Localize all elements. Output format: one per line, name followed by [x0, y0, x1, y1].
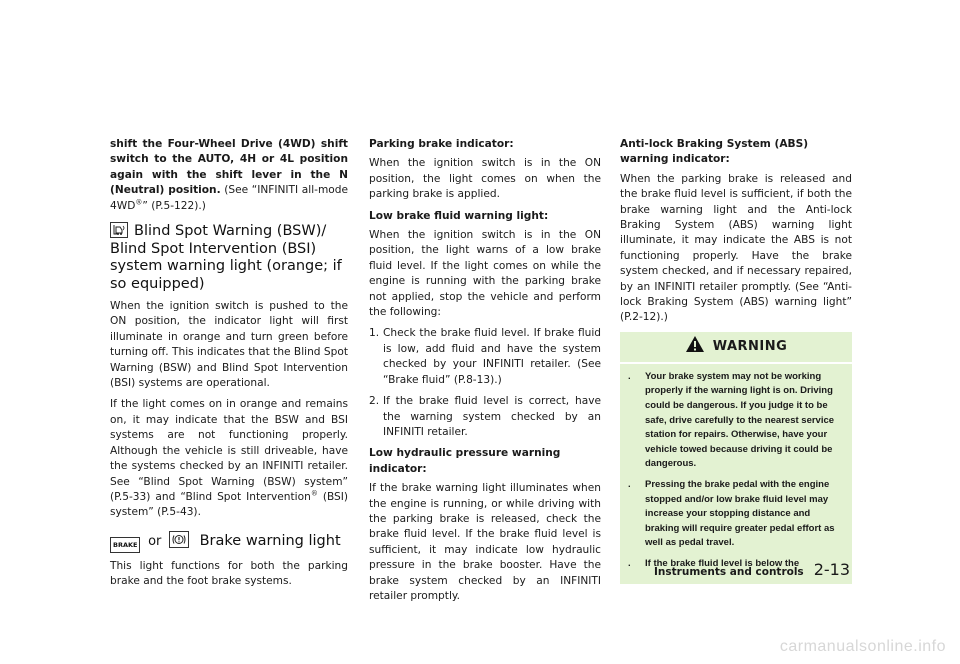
brake-or-text: or	[148, 533, 162, 549]
abs-title: Anti-lock Braking System (ABS) warning indicator:	[620, 138, 809, 166]
warning-triangle-icon	[685, 335, 705, 358]
warning-label: WARNING	[712, 339, 788, 355]
brake-heading-text: Brake warning light	[199, 532, 341, 549]
list-item	[628, 370, 844, 472]
list-item	[369, 394, 601, 440]
steps-list	[369, 326, 601, 440]
step-number: 1.	[369, 327, 380, 340]
page-number: 2-13	[813, 560, 850, 579]
warning-list	[620, 370, 852, 572]
hydraulic-title: Low hydraulic pressure warning indicator:	[369, 447, 561, 475]
hydraulic-paragraph: If the brake warning light illuminates when the engine is running, or while driving with the parking brake is released, check the brake fluid level. If the brake fluid level is sufficient, it may indicate low hydraulic pressure in the brake booster. Have the brake system checked by an INFINITI retailer promptly.	[369, 482, 601, 602]
column-2	[369, 137, 601, 610]
list-item	[369, 326, 601, 388]
warning-header	[620, 332, 852, 364]
registered-mark: ®	[135, 198, 143, 207]
bsw-p2-part-a: If the light comes on in orange and remains on, it may indicate that the BSW and BSI systems are not functioning properly. Although the vehicle is still driveable, have the systems checked by an INFINITI retailer. See “Blind Spot Warning (BSW) system” (P.5-33) and “Blind Spot Intervention	[110, 398, 348, 503]
bsw-p2-part-b: (BSI) system” (P.5-43).	[110, 490, 349, 519]
warning-box	[620, 332, 852, 584]
intro-paragraph	[110, 137, 348, 214]
low-fluid-paragraph: When the ignition switch is in the ON position, the light warns of a low brake fluid level. If the light comes on while the engine is running with the parking brake not applied, stop the vehicle and perform the following:	[369, 229, 601, 319]
low-fluid-title: Low brake fluid warning light:	[369, 209, 549, 222]
brake-circle-icon	[169, 531, 189, 548]
brake-paragraph: This light functions for both the parking brake and the foot brake systems.	[110, 559, 348, 588]
warning-text: If the brake fluid level is below the	[645, 558, 800, 569]
abs-paragraph: When the parking brake is released and the brake fluid level is sufficient, if both the brake warning light and the Anti-lock Braking System (ABS) warning light illuminate, it may indicate the ABS is not functioning properly. Have the brake system checked, and if necessary repaired, by an INFINITI retailer promptly. (See “Anti-lock Braking System (ABS) warning light” (P.2-12).)	[620, 172, 852, 324]
bsw-heading-text: Blind Spot Warning (BSW)/ Blind Spot Intervention (BSI) system warning light (orange; if so equipped)	[110, 223, 342, 292]
brake-text-icon: BRAKE	[110, 537, 140, 553]
intro-bold-text: shift the Four-Wheel Drive (4WD) shift switch to the AUTO, 4H or 4L position again with the shift lever in the N (Neutral) position.	[110, 138, 348, 197]
brake-heading	[110, 531, 348, 553]
step-number: 2.	[369, 395, 380, 408]
step-text: Check the brake fluid level. If brake fluid is low, add fluid and have the system checked by your INFINITI retailer. (See “Brake fluid” (P.8-13).)	[383, 327, 601, 386]
parking-brake-title: Parking brake indicator:	[369, 138, 514, 150]
parking-brake-paragraph: When the ignition switch is in the ON position, the light comes on when the parking brake is applied.	[369, 157, 601, 201]
intro-ref-part-a: (See “INFINITI all-mode 4WD	[110, 184, 349, 212]
column-3	[620, 137, 852, 584]
watermark: carmanualsonline.info	[779, 638, 946, 655]
step-text: If the brake fluid level is correct, have the warning system checked by an INFINITI retailer.	[383, 395, 601, 438]
page-footer	[654, 560, 850, 579]
warning-text: Your brake system may not be working properly if the warning light is on. Driving could be dangerous. If you judge it to be safe, drive carefully to the nearest service station for repairs. Otherwise, have your vehicle towed because driving it could be dangerous.	[645, 370, 835, 470]
bsw-paragraph-2	[110, 397, 348, 520]
section-name: Instruments and controls	[654, 566, 804, 578]
warning-text: Pressing the brake pedal with the engine stopped and/or low brake fluid level may increase your stopping distance and braking will require greater pedal effort as well as pedal travel.	[645, 479, 835, 549]
intro-ref-part-b: ” (P.5-122).)	[142, 199, 206, 212]
blind-spot-warning-icon	[110, 222, 128, 238]
registered-mark-2: ®	[310, 489, 318, 498]
bsw-heading	[110, 222, 348, 293]
bsw-paragraph-1: When the ignition switch is pushed to the ON position, the indicator light will first illuminate in orange and turn green before turning off. This indicates that the Blind Spot Warning (BSW) and Blind Spot Intervention (BSI) systems are operational.	[110, 300, 348, 390]
bullet: .	[628, 558, 631, 569]
column-1	[110, 137, 348, 596]
list-item	[628, 478, 844, 551]
bullet: .	[628, 479, 631, 491]
bullet: .	[628, 370, 631, 382]
